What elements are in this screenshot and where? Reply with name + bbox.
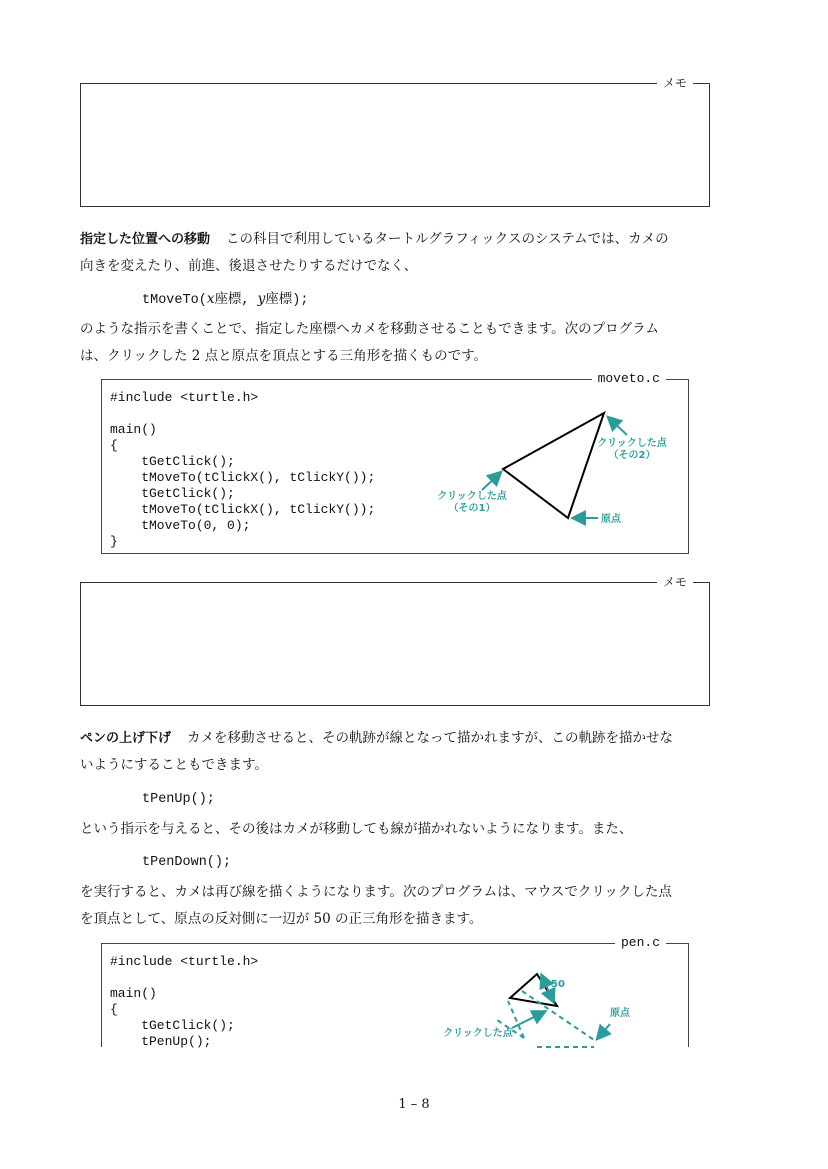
label-origin: 原点 xyxy=(601,514,621,525)
tmoveto-suffix: 座標); xyxy=(265,293,309,308)
code-line: { xyxy=(110,438,118,453)
code-line xyxy=(110,970,258,986)
triangle-diagram xyxy=(402,380,682,550)
section1-text-1: この科目で利用しているタートルグラフィックスのシステムでは、カメの xyxy=(226,231,669,247)
dashed-path-main xyxy=(522,991,594,1040)
section2-text-2: いようにすることもできます。 xyxy=(80,757,268,773)
code-listing-pen xyxy=(101,935,689,1049)
tmoveto-syntax xyxy=(142,291,308,309)
code-line: tMoveTo(tClickX(), tClickY()); xyxy=(110,470,376,485)
section2-heading: ペンの上げ下げ xyxy=(80,731,172,746)
listing-filename: moveto.c xyxy=(592,371,666,387)
memo-box-2 xyxy=(80,575,710,706)
code-line: { xyxy=(110,1002,118,1017)
section2-paragraph-2 xyxy=(80,750,712,781)
triangle-shape xyxy=(510,974,557,1006)
label-click1-line1: クリックした点 xyxy=(437,491,507,502)
section2-text-4: を実行すると、カメは再び線を描くようになります。次のプログラムは、マウスでクリックした点 xyxy=(80,884,672,900)
label-click2-line2: （その2） xyxy=(608,450,656,461)
tmoveto-y: y xyxy=(257,291,266,307)
arrow-click2 xyxy=(609,418,627,435)
code-block xyxy=(110,954,258,1050)
tpendown-syntax: tPenDown(); xyxy=(142,855,232,870)
section1-heading: 指定した位置への移動 xyxy=(80,232,211,247)
section1-paragraph-4 xyxy=(80,341,712,372)
memo-label: メモ xyxy=(657,575,693,589)
code-line: tPenUp(); xyxy=(110,1034,212,1049)
tmoveto-mid: 座標, xyxy=(214,293,258,308)
code-listing-moveto xyxy=(101,371,689,554)
label-click2-line1: クリックした点 xyxy=(597,438,667,449)
equilateral-triangle xyxy=(315,996,343,1015)
arrow-origin xyxy=(598,1024,610,1038)
listing-filename: pen.c xyxy=(615,935,666,951)
section1-paragraph-2 xyxy=(80,251,712,282)
memo-label: メモ xyxy=(657,76,693,90)
label-click: クリックした点 xyxy=(443,1028,513,1039)
code-line: #include <turtle.h> xyxy=(110,954,259,969)
code-block xyxy=(110,390,375,550)
section1-text-4: は、クリックした 2 点と原点を頂点とする三角形を描くものです。 xyxy=(80,348,488,364)
code-line: #include <turtle.h> xyxy=(110,390,259,405)
page-number: 1 – 8 xyxy=(398,1097,430,1112)
section2-text-3: という指示を与えると、その後はカメが移動しても線が描かれないようになります。また、 xyxy=(80,821,633,837)
section2-text-1: カメを移動させると、その軌跡が線となって描かれますが、この軌跡を描かせな xyxy=(187,730,674,746)
code-line: main() xyxy=(110,986,157,1001)
code-line: tGetClick(); xyxy=(110,1018,235,1033)
section2-text-5: を頂点として、原点の反対側に一辺が 50 の正三角形を描きます。 xyxy=(80,911,483,927)
code-line: } xyxy=(110,534,118,549)
label-click1-line2: （その1） xyxy=(448,503,496,514)
triangle-shape xyxy=(503,413,604,518)
section1-text-2: 向きを変えたり、前進、後退させたりするだけでなく、 xyxy=(80,258,418,274)
code-line: tGetClick(); xyxy=(110,486,235,501)
section1-text-3: のような指示を書くことで、指定した座標へカメを移動させることもできます。次のプログラム xyxy=(80,321,660,337)
equilateral-diagram xyxy=(443,954,682,1048)
section2-paragraph-3 xyxy=(80,814,712,845)
arrow-click1 xyxy=(482,473,500,490)
code-line: tMoveTo(tClickX(), tClickY()); xyxy=(110,502,376,517)
code-line: tGetClick(); xyxy=(110,454,235,469)
section2-paragraph-5 xyxy=(80,904,712,935)
code-line: tMoveTo(0, 0); xyxy=(110,518,251,533)
code-line: main() xyxy=(110,422,157,437)
tmoveto-x: x xyxy=(206,291,215,307)
label-origin: 原点 xyxy=(610,1008,630,1019)
label-side-50: 50 xyxy=(551,979,565,990)
tmoveto-prefix: tMoveTo( xyxy=(142,293,207,308)
tpenup-syntax: tPenUp(); xyxy=(142,792,215,807)
code-line xyxy=(110,406,375,422)
memo-box-1 xyxy=(80,76,710,207)
